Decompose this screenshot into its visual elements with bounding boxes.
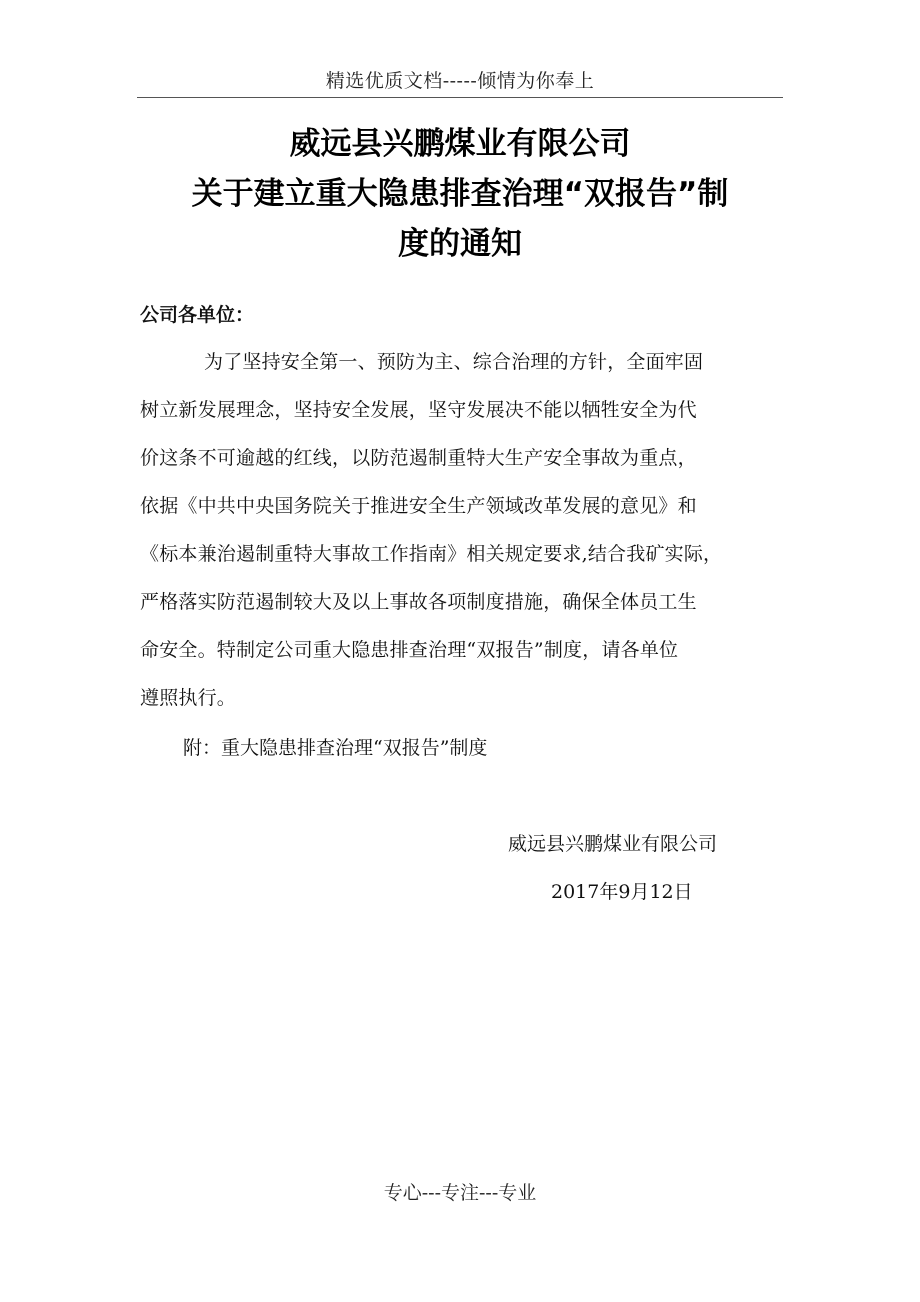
header-divider xyxy=(137,97,783,98)
document-title-line-1: 威远县兴鹏煤业有限公司 xyxy=(289,126,631,162)
salutation: 公司各单位： xyxy=(140,304,255,326)
page-footer: 专心---专注---专业 xyxy=(383,1182,537,1204)
body-paragraph-line: 《标本兼治遏制重特大事故工作指南》相关规定要求,结合我矿实际， xyxy=(140,543,723,565)
document-title-line-2: 关于建立重大隐患排查治理“双报告”制 xyxy=(191,176,729,212)
body-paragraph-line: 遵照执行。 xyxy=(140,687,237,709)
signature-company: 威远县兴鹏煤业有限公司 xyxy=(508,833,718,855)
page-header: 精选优质文档-----倾情为你奉上 xyxy=(325,70,595,92)
body-paragraph-line: 严格落实防范遏制较大及以上事故各项制度措施，确保全体员工生 xyxy=(140,591,697,613)
body-paragraph-line: 为了坚持安全第一、预防为主、综合治理的方针，全面牢固 xyxy=(204,351,704,373)
attachment-note: 附：重大隐患排查治理“双报告”制度 xyxy=(183,737,488,759)
body-paragraph-line: 命安全。特制定公司重大隐患排查治理“双报告”制度，请各单位 xyxy=(140,639,679,661)
body-paragraph-line: 依据《中共中央国务院关于推进安全生产领域改革发展的意见》和 xyxy=(140,495,697,517)
body-paragraph-line: 价这条不可逾越的红线，以防范遏制重特大生产安全事故为重点， xyxy=(140,447,697,469)
body-paragraph-line: 树立新发展理念，坚持安全发展，坚守发展决不能以牺牲安全为代 xyxy=(140,399,697,421)
signature-date: 2017年9月12日 xyxy=(551,881,693,903)
document-title-line-3: 度的通知 xyxy=(398,226,522,262)
